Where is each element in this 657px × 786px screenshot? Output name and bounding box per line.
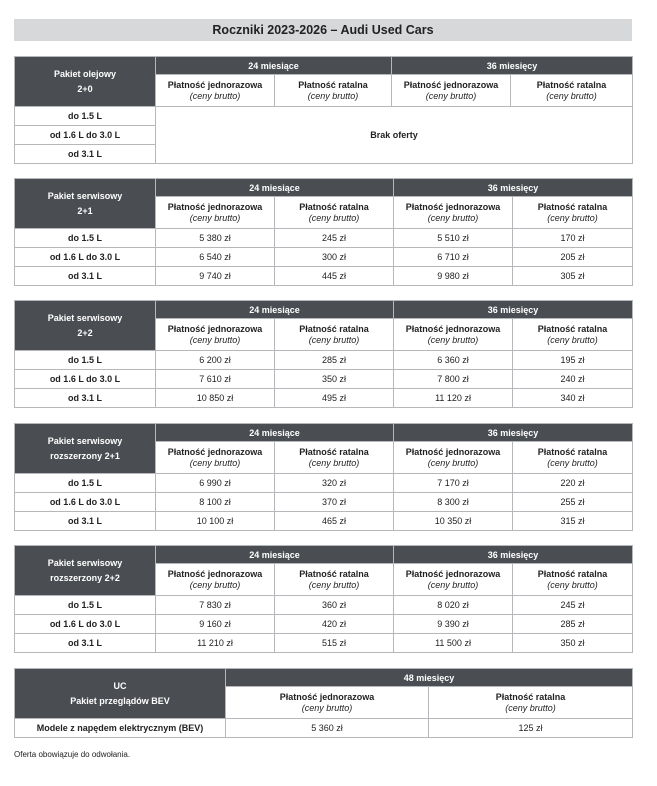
- price-cell: 7 610 zł: [156, 370, 275, 389]
- col-header-label: Płatność jednorazowa: [167, 568, 263, 579]
- price-cell: 7 800 zł: [394, 370, 513, 389]
- footnote: Oferta obowiązuje do odwołania.: [14, 750, 131, 759]
- price-cell: 255 zł: [513, 493, 633, 512]
- row-label: Modele z napędem elektrycznym (BEV): [15, 719, 226, 738]
- col-header-note: (ceny brutto): [301, 702, 353, 713]
- col-header-label: Płatność ratalna: [537, 568, 608, 579]
- table-package: [14, 423, 633, 531]
- package-name-line2: 2+0: [77, 83, 93, 94]
- package-name: [15, 546, 156, 596]
- col-header-note: (ceny brutto): [189, 579, 241, 590]
- price-cell: 7 830 zł: [156, 596, 275, 615]
- package-name: [15, 57, 156, 107]
- col-header-note: (ceny brutto): [189, 334, 241, 345]
- package-name-line1: Pakiet olejowy: [53, 68, 117, 79]
- col-header-installment: [511, 75, 633, 107]
- price-cell: 6 360 zł: [394, 351, 513, 370]
- period-48-header: 48 miesięcy: [226, 669, 633, 687]
- price-cell: 5 380 zł: [156, 229, 275, 248]
- col-header-one-time: [394, 319, 513, 351]
- price-cell: 8 300 zł: [394, 493, 513, 512]
- col-header-note: (ceny brutto): [308, 457, 360, 468]
- col-header-note: (ceny brutto): [505, 702, 556, 713]
- package-name-line1: Pakiet serwisowy: [47, 435, 123, 446]
- col-header-note: (ceny brutto): [189, 457, 241, 468]
- col-header-label: Płatność jednorazowa: [167, 446, 263, 457]
- col-header-note: (ceny brutto): [427, 334, 479, 345]
- col-header-label: Płatność ratalna: [298, 79, 368, 90]
- table-row: [15, 229, 633, 248]
- col-header-note: (ceny brutto): [308, 579, 360, 590]
- price-cell: 6 540 zł: [156, 248, 275, 267]
- table-row: [15, 474, 633, 493]
- col-header-note: (ceny brutto): [427, 457, 479, 468]
- period-24-header: 24 miesiące: [156, 179, 394, 197]
- period-36-header: 36 miesięcy: [394, 301, 633, 319]
- price-cell: 195 zł: [513, 351, 633, 370]
- row-label: od 1.6 L do 3.0 L: [15, 126, 156, 145]
- table-row: [15, 107, 633, 126]
- col-header-note: (ceny brutto): [427, 212, 479, 223]
- col-header-label: Płatność jednorazowa: [405, 323, 501, 334]
- price-cell: 11 500 zł: [394, 634, 513, 653]
- row-label: do 1.5 L: [15, 351, 156, 370]
- col-header-note: (ceny brutto): [307, 90, 359, 101]
- col-header-label: Płatność ratalna: [299, 568, 369, 579]
- col-header-label: Płatność ratalna: [299, 446, 369, 457]
- price-cell: 300 zł: [275, 248, 394, 267]
- col-header-installment: [275, 319, 394, 351]
- col-header-note: (ceny brutto): [427, 579, 479, 590]
- col-header-label: Płatność jednorazowa: [167, 201, 263, 212]
- col-header-installment: [275, 442, 394, 474]
- table-row: [15, 389, 633, 408]
- price-cell: 320 zł: [275, 474, 394, 493]
- col-header-note: (ceny brutto): [546, 90, 597, 101]
- col-header-note: (ceny brutto): [308, 212, 360, 223]
- table-row: [15, 719, 633, 738]
- col-header-installment: [513, 319, 633, 351]
- table-row: [15, 512, 633, 531]
- col-header-label: Płatność ratalna: [299, 323, 369, 334]
- row-label: od 3.1 L: [15, 634, 156, 653]
- package-name-line1: Pakiet serwisowy: [47, 557, 123, 568]
- row-label: od 1.6 L do 3.0 L: [15, 248, 156, 267]
- price-cell: 370 zł: [275, 493, 394, 512]
- row-label: od 3.1 L: [15, 389, 156, 408]
- period-24-header: 24 miesiące: [156, 424, 394, 442]
- col-header-note: (ceny brutto): [189, 212, 241, 223]
- col-header-one-time: [156, 319, 275, 351]
- period-36-header: 36 miesięcy: [394, 179, 633, 197]
- col-header-label: Płatność ratalna: [537, 201, 608, 212]
- table-row: [15, 267, 633, 286]
- price-cell: 11 210 zł: [156, 634, 275, 653]
- price-cell: 285 zł: [513, 615, 633, 634]
- price-cell: 285 zł: [275, 351, 394, 370]
- table-row: [15, 248, 633, 267]
- col-header-label: Płatność ratalna: [536, 79, 607, 90]
- package-name-line2: rozszerzony 2+1: [50, 450, 120, 461]
- row-label: od 1.6 L do 3.0 L: [15, 615, 156, 634]
- col-header-label: Płatność ratalna: [537, 446, 608, 457]
- col-header-installment: [513, 197, 633, 229]
- col-header-label: Płatność jednorazowa: [405, 568, 501, 579]
- col-header-note: (ceny brutto): [547, 212, 598, 223]
- col-header-label: Płatność ratalna: [299, 201, 369, 212]
- package-name-line2: 2+2: [77, 327, 93, 338]
- table-row: [15, 351, 633, 370]
- price-cell: 350 zł: [513, 634, 633, 653]
- price-cell: 170 zł: [513, 229, 633, 248]
- col-header-label: Płatność jednorazowa: [167, 79, 263, 90]
- table-package: [14, 178, 633, 286]
- col-header-label: Płatność ratalna: [495, 691, 566, 702]
- period-24-header: 24 miesiące: [156, 301, 394, 319]
- price-cell: 350 zł: [275, 370, 394, 389]
- package-name-line1: Pakiet serwisowy: [47, 312, 123, 323]
- col-header-installment: [275, 564, 394, 596]
- period-24-header: 24 miesiące: [156, 57, 392, 75]
- price-cell: 10 350 zł: [394, 512, 513, 531]
- price-cell: 8 100 zł: [156, 493, 275, 512]
- price-cell: 6 710 zł: [394, 248, 513, 267]
- period-36-header: 36 miesięcy: [394, 546, 633, 564]
- price-cell: 240 zł: [513, 370, 633, 389]
- col-header-one-time: [156, 197, 275, 229]
- price-cell: 8 020 zł: [394, 596, 513, 615]
- price-cell: 205 zł: [513, 248, 633, 267]
- col-header-one-time: [392, 75, 511, 107]
- price-cell: 340 zł: [513, 389, 633, 408]
- package-name-line1: UC: [113, 680, 127, 691]
- price-cell: 515 zł: [275, 634, 394, 653]
- price-cell: 10 100 zł: [156, 512, 275, 531]
- table-row: [15, 615, 633, 634]
- table-row: [15, 370, 633, 389]
- table-package: [14, 545, 633, 653]
- col-header-label: Płatność jednorazowa: [167, 323, 263, 334]
- col-header-installment: [275, 75, 392, 107]
- package-name: [15, 669, 226, 719]
- price-cell: 9 740 zł: [156, 267, 275, 286]
- price-cell: 125 zł: [429, 719, 633, 738]
- col-header-installment: [429, 687, 633, 719]
- package-name-line2: Pakiet przeglądów BEV: [70, 695, 170, 706]
- period-36-header: 36 miesięcy: [392, 57, 633, 75]
- col-header-label: Płatność jednorazowa: [403, 79, 499, 90]
- price-cell: 7 170 zł: [394, 474, 513, 493]
- no-offer-text: Brak oferty: [156, 107, 633, 164]
- col-header-note: (ceny brutto): [547, 579, 598, 590]
- row-label: od 3.1 L: [15, 145, 156, 164]
- price-cell: 245 zł: [513, 596, 633, 615]
- price-cell: 9 160 zł: [156, 615, 275, 634]
- table-bev-package: [14, 668, 633, 738]
- price-cell: 245 zł: [275, 229, 394, 248]
- table-row: [15, 634, 633, 653]
- price-cell: 9 390 zł: [394, 615, 513, 634]
- price-cell: 11 120 zł: [394, 389, 513, 408]
- col-header-one-time: [226, 687, 429, 719]
- table-package: [14, 300, 633, 408]
- price-cell: 9 980 zł: [394, 267, 513, 286]
- col-header-installment: [513, 564, 633, 596]
- col-header-label: Płatność jednorazowa: [405, 446, 501, 457]
- table-oil-package: [14, 56, 633, 164]
- row-label: do 1.5 L: [15, 474, 156, 493]
- col-header-label: Płatność jednorazowa: [279, 691, 375, 702]
- price-cell: 420 zł: [275, 615, 394, 634]
- col-header-one-time: [394, 197, 513, 229]
- col-header-installment: [513, 442, 633, 474]
- price-cell: 495 zł: [275, 389, 394, 408]
- period-36-header: 36 miesięcy: [394, 424, 633, 442]
- package-name: [15, 179, 156, 229]
- col-header-one-time: [394, 564, 513, 596]
- price-cell: 220 zł: [513, 474, 633, 493]
- price-cell: 315 zł: [513, 512, 633, 531]
- row-label: od 3.1 L: [15, 512, 156, 531]
- col-header-note: (ceny brutto): [547, 457, 598, 468]
- col-header-note: (ceny brutto): [425, 90, 477, 101]
- row-label: do 1.5 L: [15, 229, 156, 248]
- row-label: od 3.1 L: [15, 267, 156, 286]
- col-header-note: (ceny brutto): [547, 334, 598, 345]
- price-cell: 6 200 zł: [156, 351, 275, 370]
- table-row: [15, 596, 633, 615]
- package-name-line1: Pakiet serwisowy: [47, 190, 123, 201]
- package-name-line2: rozszerzony 2+2: [50, 572, 120, 583]
- package-name-line2: 2+1: [77, 205, 93, 216]
- col-header-one-time: [156, 564, 275, 596]
- price-cell: 465 zł: [275, 512, 394, 531]
- package-name: [15, 301, 156, 351]
- row-label: od 1.6 L do 3.0 L: [15, 493, 156, 512]
- price-cell: 6 990 zł: [156, 474, 275, 493]
- price-cell: 360 zł: [275, 596, 394, 615]
- price-cell: 445 zł: [275, 267, 394, 286]
- row-label: od 1.6 L do 3.0 L: [15, 370, 156, 389]
- col-header-note: (ceny brutto): [308, 334, 360, 345]
- col-header-label: Płatność ratalna: [537, 323, 608, 334]
- period-24-header: 24 miesiące: [156, 546, 394, 564]
- price-cell: 5 510 zł: [394, 229, 513, 248]
- price-cell: 5 360 zł: [226, 719, 429, 738]
- row-label: do 1.5 L: [15, 107, 156, 126]
- col-header-note: (ceny brutto): [189, 90, 241, 101]
- col-header-label: Płatność jednorazowa: [405, 201, 501, 212]
- table-row: [15, 493, 633, 512]
- col-header-one-time: [394, 442, 513, 474]
- row-label: do 1.5 L: [15, 596, 156, 615]
- page-title: Roczniki 2023-2026 – Audi Used Cars: [14, 19, 632, 41]
- col-header-one-time: [156, 75, 275, 107]
- package-name: [15, 424, 156, 474]
- col-header-one-time: [156, 442, 275, 474]
- col-header-installment: [275, 197, 394, 229]
- price-cell: 10 850 zł: [156, 389, 275, 408]
- price-cell: 305 zł: [513, 267, 633, 286]
